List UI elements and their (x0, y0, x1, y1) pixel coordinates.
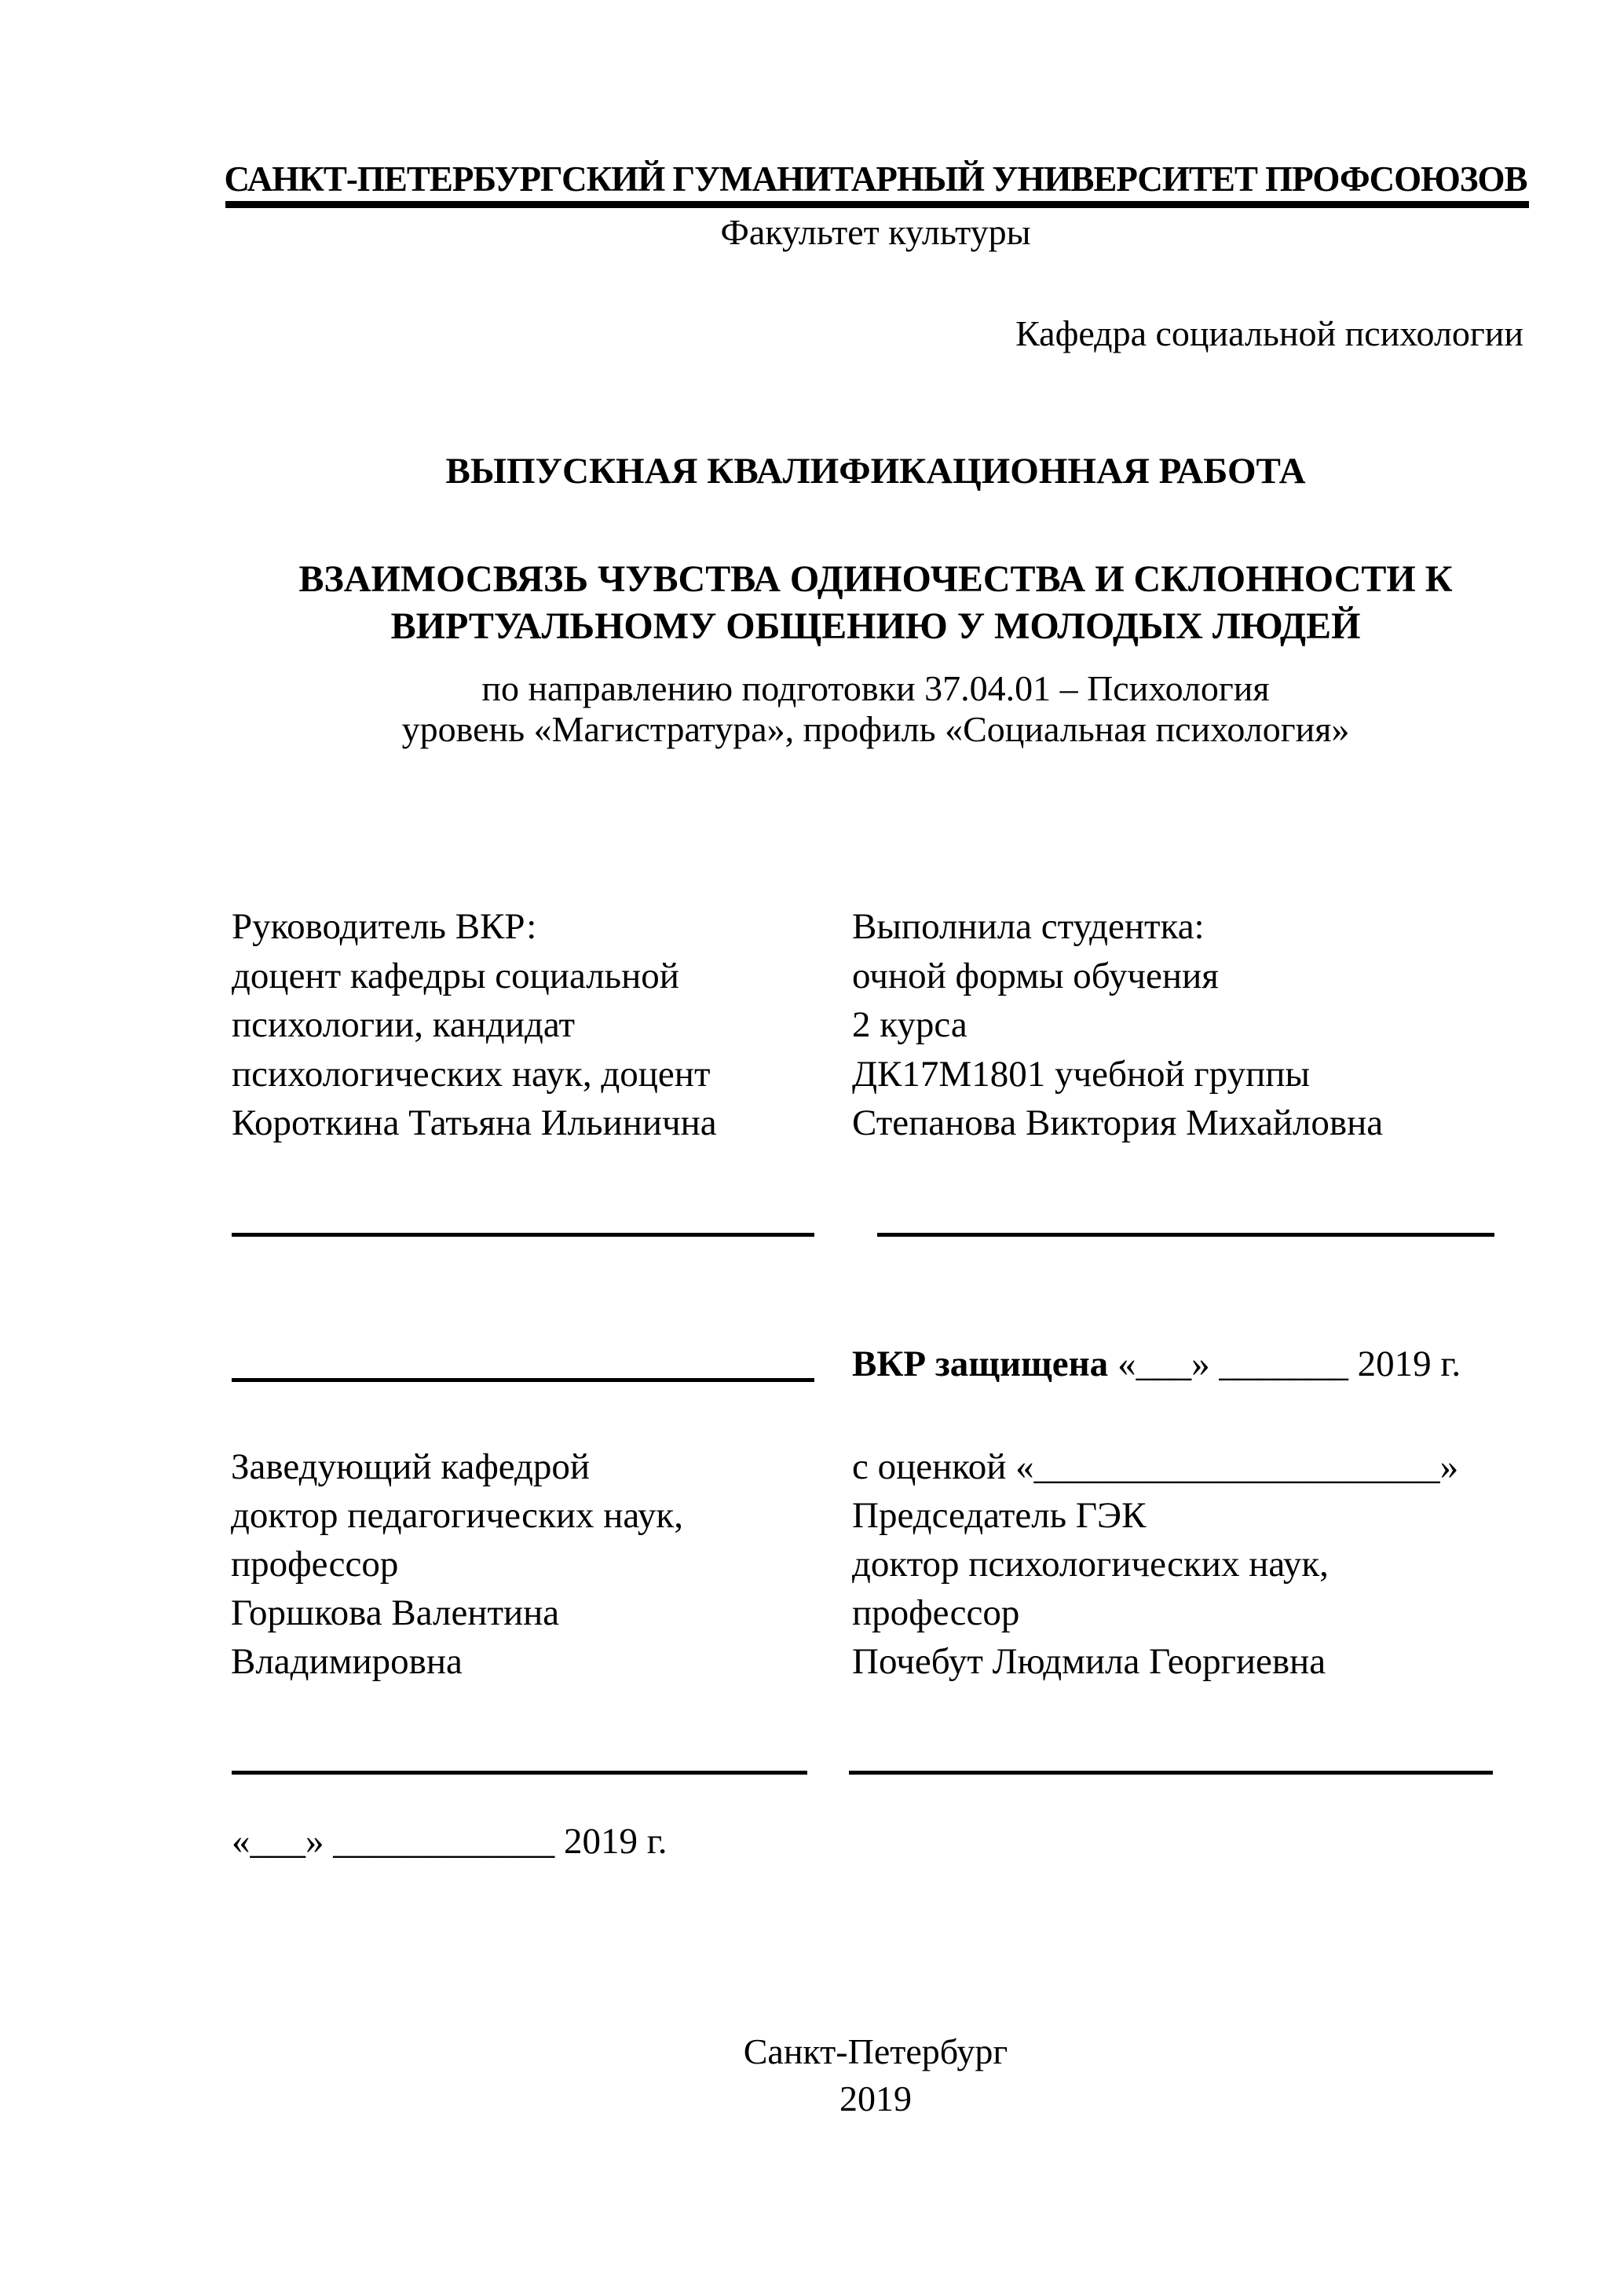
student-course-line: 2 курса (852, 1004, 967, 1045)
committee-rank-line: профессор (852, 1592, 1020, 1633)
university-name: САНКТ-ПЕТЕРБУРГСКИЙ ГУМАНИТАРНЫЙ УНИВЕРСИТЕТ ПРОФСОЮЗОВ (224, 159, 1527, 199)
thesis-title (224, 556, 1527, 650)
head-name-line-2: Владимировна (231, 1641, 463, 1682)
committee-signature-line (849, 1771, 1493, 1775)
year-line: 2019 (839, 2078, 912, 2119)
department-line: Кафедра социальной психологии (1015, 313, 1523, 353)
committee-degree-line: доктор психологических наук, (852, 1544, 1329, 1585)
student-form-line: очной формы обучения (852, 955, 1219, 996)
head-degree-line: доктор педагогических наук, (231, 1495, 683, 1536)
head-role-line: Заведующий кафедрой (231, 1446, 591, 1487)
student-group-line: ДК17М1801 учебной группы (852, 1053, 1310, 1095)
grade-blank-line: с оценкой «______________________» (852, 1446, 1459, 1487)
head-of-department-block (231, 1442, 859, 1686)
defense-status-label: ВКР защищена (852, 1344, 1109, 1384)
faculty-line: Факультет культуры (720, 212, 1031, 252)
work-type-heading: ВЫПУСКНАЯ КВАЛИФИКАЦИОННАЯ РАБОТА (445, 451, 1306, 492)
head-rank-line: профессор (231, 1544, 399, 1585)
supervisor-degree-line-3: психологических наук, доцент (232, 1053, 711, 1095)
city-year-block (224, 2028, 1527, 2122)
supervisor-degree-line-2: психологии, кандидат (232, 1004, 576, 1045)
supervisor-name: Короткина Татьяна Ильинична (232, 1102, 717, 1143)
defense-status-line (852, 1344, 1559, 1384)
student-signature-line (877, 1233, 1494, 1237)
student-role-label: Выполнила студентка: (852, 906, 1205, 947)
supervisor-signature-line (232, 1233, 814, 1237)
head-name-line-1: Горшкова Валентина (231, 1592, 560, 1633)
student-block (852, 902, 1543, 1148)
defense-status-blank: «___» _______ 2019 г. (1117, 1344, 1461, 1384)
thesis-title-line-2: ВИРТУАЛЬНОМУ ОБЩЕНИЮ У МОЛОДЫХ ЛЮДЕЙ (390, 605, 1361, 647)
committee-chair-name: Почебут Людмила Георгиевна (852, 1641, 1326, 1682)
committee-block (852, 1442, 1551, 1686)
supervisor-block (232, 902, 852, 1148)
head-bottom-signature-line (232, 1771, 807, 1775)
supervisor-degree-line-1: доцент кафедры социальной (232, 955, 679, 996)
thesis-title-line-1: ВЗАИМОСВЯЗЬ ЧУВСТВА ОДИНОЧЕСТВА И СКЛОННОСТИ К (298, 558, 1453, 600)
supervisor-role-label: Руководитель ВКР: (232, 906, 537, 947)
student-name: Степанова Виктория Михайловна (852, 1102, 1384, 1143)
program-level-line: уровень «Магистратура», профиль «Социальная психология» (401, 709, 1350, 749)
program-info (224, 668, 1527, 750)
head-signature-line (232, 1378, 814, 1382)
header-rule (225, 201, 1529, 208)
city-line: Санкт-Петербург (743, 2031, 1008, 2071)
program-direction-line: по направлению подготовки 37.04.01 – Психология (481, 668, 1270, 708)
committee-chair-line: Председатель ГЭК (852, 1495, 1147, 1536)
date-blank-line: «___» ____________ 2019 г. (232, 1821, 668, 1862)
